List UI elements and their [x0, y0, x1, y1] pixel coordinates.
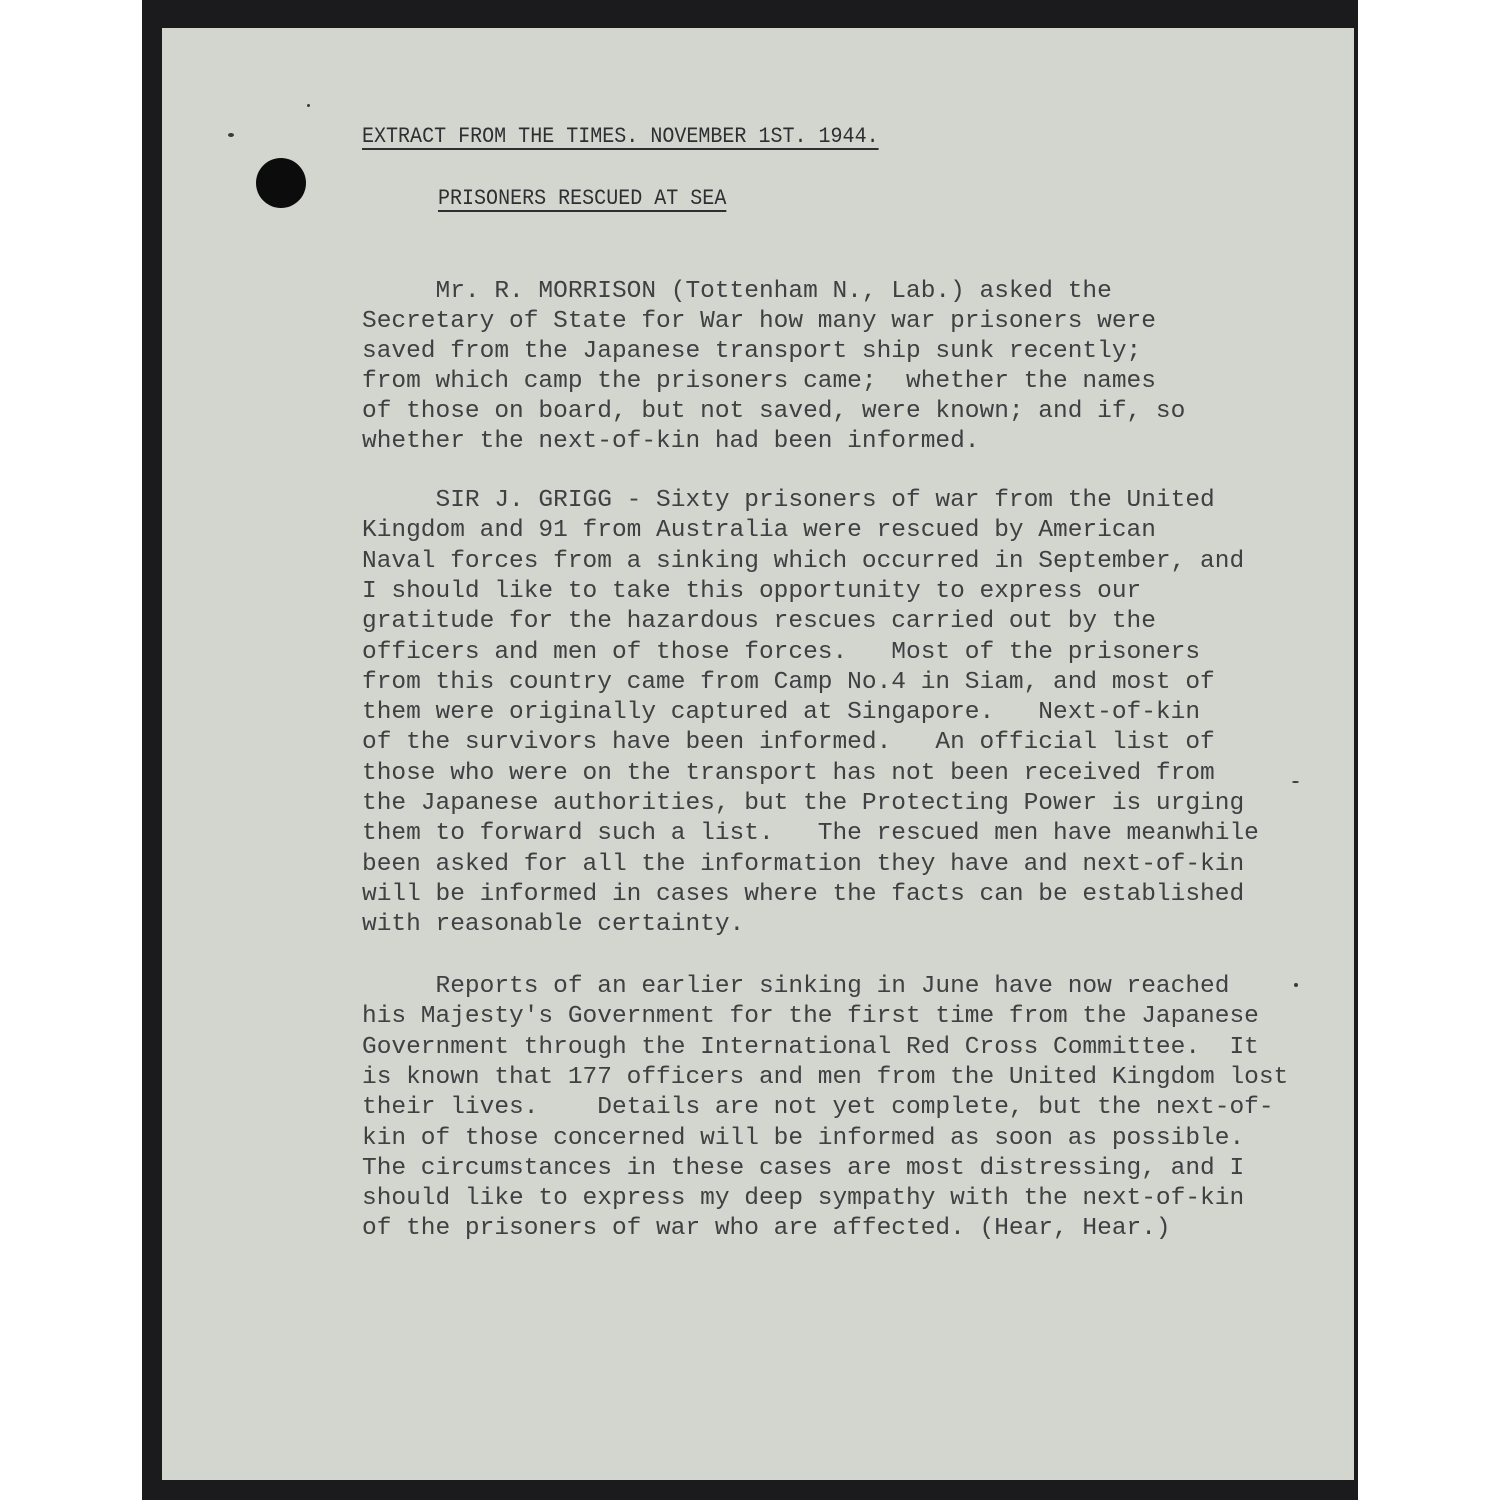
- text-line: officers and men of those forces. Most of the prisoners: [362, 638, 1201, 666]
- text-line: his Majesty's Government for the first time from the Japanese: [362, 1003, 1259, 1031]
- text-line: Kingdom and 91 from Australia were rescued by American: [362, 517, 1156, 545]
- text-line: is known that 177 officers and men from the United Kingdom lost: [362, 1063, 1289, 1091]
- text-line: their lives. Details are not yet complete, but the next-of-: [362, 1094, 1274, 1122]
- ink-speck: [1292, 781, 1299, 783]
- text-line: I should like to take this opportunity to express our: [362, 577, 1142, 605]
- text-line: them were originally captured at Singapore. Next-of-kin: [362, 699, 1201, 727]
- text-line: Reports of an earlier sinking in June have now reached: [362, 973, 1230, 1000]
- document-heading: EXTRACT FROM THE TIMES. NOVEMBER 1ST. 1944.: [362, 124, 879, 149]
- text-line: kin of those concerned will be informed as soon as possible.: [362, 1124, 1245, 1152]
- text-line: Naval forces from a sinking which occurred in September, and: [362, 547, 1245, 575]
- text-line: from this country came from Camp No.4 in Siam, and most of: [362, 668, 1215, 696]
- text-line: SIR J. GRIGG - Sixty prisoners of war from the United: [362, 487, 1215, 514]
- text-line: those who were on the transport has not been received from: [362, 759, 1215, 787]
- text-line: Secretary of State for War how many war prisoners were: [362, 308, 1156, 335]
- text-line: the Japanese authorities, but the Protecting Power is urging: [362, 790, 1245, 817]
- ink-speck: [1294, 983, 1298, 987]
- text-line: gratitude for the hazardous rescues carried out by the: [362, 608, 1156, 636]
- text-line: them to forward such a list. The rescued men have meanwhile: [362, 820, 1259, 848]
- document-subheading: PRISONERS RESCUED AT SEA: [438, 186, 727, 211]
- text-line: saved from the Japanese transport ship sunk recently;: [362, 338, 1142, 365]
- ink-speck: [228, 133, 234, 137]
- text-line: with reasonable certainty.: [362, 911, 745, 939]
- punch-hole: [256, 158, 306, 208]
- text-line: whether the next-of-kin had been informed.: [362, 428, 980, 455]
- text-line: Mr. R. MORRISON (Tottenham N., Lab.) asked the: [362, 278, 1112, 305]
- text-line: The circumstances in these cases are most distressing, and I: [362, 1154, 1245, 1182]
- text-line: Government through the International Red Cross Committee. It: [362, 1033, 1259, 1061]
- text-line: of the survivors have been informed. An official list of: [362, 729, 1215, 757]
- text-line: of those on board, but not saved, were known; and if, so: [362, 398, 1186, 425]
- text-line: will be informed in cases where the facts can be established: [362, 880, 1245, 908]
- text-line: of the prisoners of war who are affected. (Hear, Hear.): [362, 1215, 1171, 1243]
- text-line: been asked for all the information they have and next-of-kin: [362, 850, 1245, 878]
- ink-speck: [307, 104, 310, 107]
- text-line: should like to express my deep sympathy with the next-of-kin: [362, 1185, 1245, 1213]
- text-line: from which camp the prisoners came; whether the names: [362, 368, 1156, 395]
